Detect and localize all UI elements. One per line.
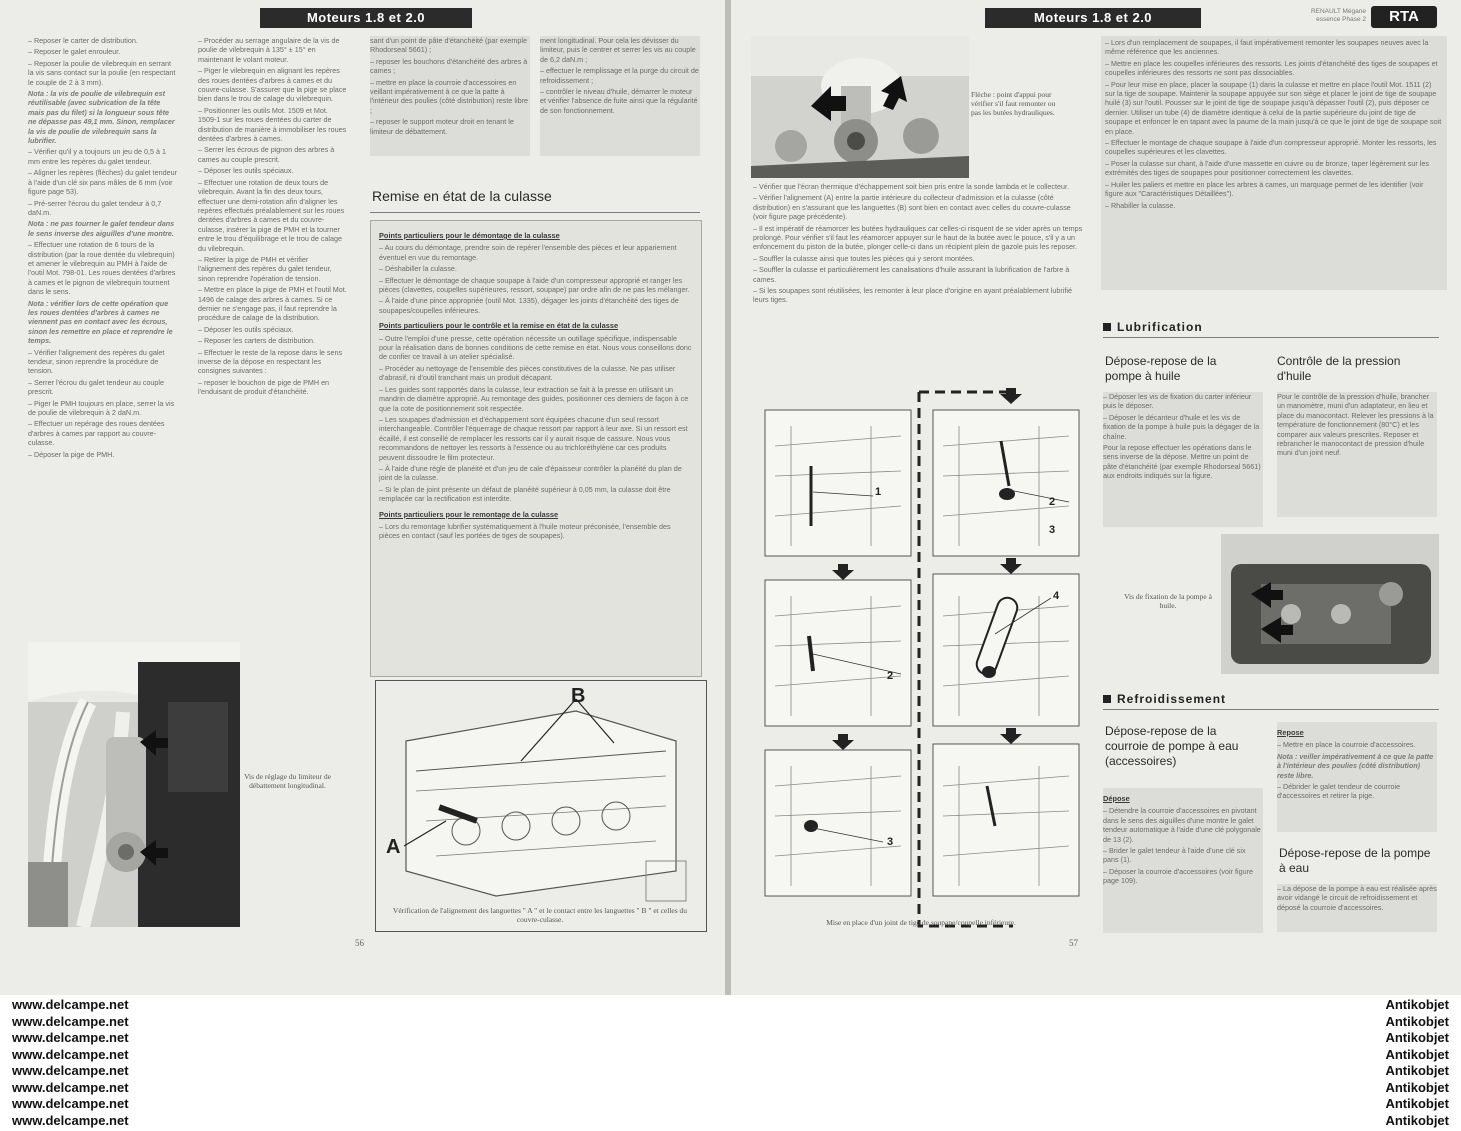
- valve-label: 3: [1049, 524, 1056, 536]
- right-page: [731, 0, 1461, 995]
- running-head: Moteurs 1.8 et 2.0: [985, 8, 1201, 28]
- box-subheading: Points particuliers pour le contrôle et la remise en état de la culasse: [379, 321, 619, 331]
- culasse-box: [370, 220, 702, 677]
- ref-text-2: Repose – Mettre en place la courroie d'accessoires. Nota : veiller impérativement à ce que la patte à l'intérieur des poulies (côté distribution) reste libre. – Débrider le galet tendeur de courroie d'accessoires et retirer la pige.: [1277, 722, 1437, 832]
- text-column-right-2: – Lors d'un remplacement de soupapes, il faut impérativement remonter les soupapes neuves avec la même référence que les anciennes. – Mettre en place les coupelles inférieures des ressorts. Les joints d'étanchéité des tiges de soupapes et coupelles inférieures des ressorts ne sont pas dissociables. – Pour leur mise en place, placer la soupape (1) dans la culasse et mettre en place l'outil Mot. 1511 (2) sur la tige de soupape. Maintenir la soupape appuyée sur son siège et placer le joint de tige de soupape huilé (3) sur l'outil. Pousser sur le joint de tige de soupape jusqu'à dépasser l'outil (2), puis déposer ce dernier. Utiliser un tube (4) de diamètre identique à celui de la partie supérieure du joint de tige de soupape et enfoncer le en tapant avec la paume de la main jusqu'à ce que le joint de tige de soupape soit en place. – Effectuer le montage de chaque soupape à l'aide d'un compresseur approprié. Monter les ressorts, les coupelles supérieures et les clavettes. – Poser la culasse sur chant, à l'aide d'une massette en cuivre ou de bronze, taper légèrement sur les extrémités des tiges de soupapes pour positionner correctement les clavettes. – Huiler les paliers et mettre en place les arbres à cames, un marquage permet de les identifier (voir figure aux "Caractéristiques Détaillées"). – Rhabiller la culasse.: [1101, 36, 1447, 290]
- lub-subtitle-1: Dépose-repose de la pompe à huile: [1105, 354, 1217, 383]
- page-number: 57: [1069, 938, 1078, 948]
- engine-bay-photo: [28, 642, 240, 927]
- page-number: 56: [355, 938, 364, 948]
- valve-label: 2: [887, 670, 894, 682]
- text-column-1: – Reposer le carter de distribution. – Reposer le galet enrouleur. – Reposer la poulie de vilebrequin en serrant la vis sans contact sur la poulie (en respectant le couple de 2 à 3 mm). Nota : la vis de poulie de vilebrequin est réutilisable (avec subrication de la tête mais pas du filet) si la longueur sous tête ne dépasse pas 49,1 mm. Sinon, remplacer la vis de poulie de vilebrequin sans la lubrifier. – Vérifier qu'il y a toujours un jeu de 0,5 à 1 mm entre les repères du galet tendeur. – Aligner les repères (flèches) du galet tendeur à l'aide d'un clé six pans mâles de 6 mm (voir figure page 53). – Pré-serrer l'écrou du galet tendeur à 0,7 daN.m. Nota : ne pas tourner le galet tendeur dans le sens inverse des aiguilles d'une montre. – Effectuer une rotation de 6 tours de la distribution (par la roue dentée du vilebrequin) et amener le vilebrequin au PMH à l'aide de l'outil Mot. 798-01. Les roues dentées d'arbres à cames et le pignon de vilebrequin tournent dans le sens. Nota : vérifier lors de cette opération que les roues dentées d'arbres à cames ne viennent pas en contact avec les écrous, sinon les remettre en place et reprendre le temps. – Vérifier l'alignement des repères du galet tendeur, sinon reprendre la procédure de tension. – Serrer l'écrou du galet tendeur au couple prescrit. – Piger le PMH toujours en place, serrer la vis de poulie de vilebrequin à 2 daN.m. – Effectuer un repérage des roues dentées d'arbres à cames par rapport au couvre-culasse. – Déposer la pige de PMH.: [28, 36, 178, 459]
- diagram-caption: Vérification de l'alignement des languettes " A " et le contact entre les languettes " B " et celles du couvre-culasse.: [392, 906, 688, 924]
- box-subheading: Points particuliers pour le remontage de la culasse: [379, 509, 559, 519]
- culasse-box-text: Points particuliers pour le démontage de la culasse – Au cours du démontage, prendre soin de repérer l'ensemble des pièces et leur appariement éventuel en vue du remontage. – Déshabiller la culasse. – Effectuer le démontage de chaque soupape à l'aide d'un compresseur approprié et ranger les pièces (clavettes, coupelles supérieures, ressort, soupape) par ordre afin de ne pas les mélanger. – À l'aide d'une pince appropriée (outil Mot. 1335), dégager les joints d'étanchéité des tiges de soupapes/coupelles inférieures. Points particuliers pour le contrôle et la remise en état de la culasse – Outre l'emploi d'une presse, cette opération nécessite un outillage spécifique, indispensable pour la réalisation dans de bonnes conditions de cette remise en état. Nous vous conseillons donc de confier ce travail à un atelier spécialisé. – Procéder au nettoyage de l'ensemble des pièces constitutives de la culasse. Ne pas utiliser d'abrasif, ni d'outil tranchant mais un produit décapant. – Les guides sont rapportés dans la culasse, leur extraction se fait à la presse en utilisant un mandrin de diamètre approprié. Au remontage des guides, positionner ces derniers de façon à ce que la cote de positionnement soit respectée. – Les soupapes d'admission et d'échappement sont équipées chacune d'un seul ressort interchangeable. Contrôler l'équerrage de chaque ressort par rapport à leur axe. Si un ressort est écaillé, il est conseillé de remplacer les ressorts car il y aurait risque de cassure. Nous vous recommandons de nettoyer les ressorts à l'essence ou au trichloréthylène car ces produits peuvent dissoudre le film protecteur. – À l'aide d'une règle de planéité et d'un jeu de cale d'épaisseur contrôler la planéité du plan de joint de la culasse. – Si le plan de joint présente un défaut de planéité supérieur à 0,05 mm, la culasse doit être remplacée car la rectification est interdite. Points particuliers pour le remontage de la culasse – Lors du remontage lubrifier systématiquement à l'huile moteur préconisée, l'ensemble des pièces en contact (sauf les portées de tiges de soupapes).: [379, 231, 692, 541]
- seller-name-list: Antikobjet Antikobjet Antikobjet Antikobjet Antikobjet Antikobjet Antikobjet Antikobjet: [1385, 997, 1449, 1128]
- depose-label: Dépose: [1103, 794, 1130, 803]
- brand-line: RENAULT Mégane essence Phase 2: [1310, 8, 1366, 23]
- section-title: Remise en état de la culasse: [372, 188, 552, 204]
- engine-bay-image: [28, 642, 240, 927]
- ref-text-1: Dépose – Détendre la courroie d'accessoires en pivotant dans le sens des aiguilles d'une montre le galet tendeur automatique à l'aide d'une clé polygonale de 13 (2). – Brider le galet tendeur à l'aide d'une clé six pans (1). – Déposer la courroie d'accessoires (voir figure page 109).: [1103, 788, 1263, 933]
- engine-line-drawing: [376, 681, 706, 931]
- valve-lifter-image: [751, 36, 969, 178]
- lub-subtitle-2: Contrôle de la pression d'huile: [1277, 354, 1401, 383]
- section-rule: [1103, 337, 1439, 338]
- section-rule: [1103, 709, 1439, 710]
- alignment-diagram: [375, 680, 707, 932]
- section-rule: [370, 212, 700, 213]
- text-column-2: – Procéder au serrage angulaire de la vis de poulie de vilebrequin à 135° ± 15° en maintenant le volant moteur. – Piger le vilebrequin en alignant les repères des roues dentées d'arbres à cames et du couvre-culasse. S'assurer que la pige se place bien dans le trou de calage du vilebrequin. – Positionner les outils Mot. 1509 et Mot. 1509-1 sur les roues dentées du carter de distribution de manière à immobiliser les roues dentées d'arbres à cames. – Serrer les écrous de pignon des arbres à cames au couple prescrit. – Déposer les outils spéciaux. – Effectuer une rotation de deux tours de vilebrequin. Avant la fin des deux tours, effectuer une demi-rotation afin d'aligner les repères effectués préalablement sur les roues dentées d'arbres à cames et du couvre-culasse, insérer la pige de PMH et la tourner entre le trou d'équilibrage et le trou de calage du vilebrequin. – Retirer la pige de PMH et vérifier l'alignement des repères du galet tendeur, sinon reprendre l'opération de tension. – Mettre en place la pige de PMH et l'outil Mot. 1496 de calage des arbres à cames. Si ce dernier ne s'engage pas, il faut reprendre la procédure de calage de la distribution. – Déposer les outils spéciaux. – Reposer les carters de distribution. – Effectuer le reste de la repose dans le sens inverse de la dépose en respectant les consignes suivantes : – reposer le bouchon de pige de PMH en l'enduisant de produit d'étanchéité.: [198, 36, 347, 397]
- valve-seal-steps-drawing: [751, 386, 1091, 934]
- lub-text-1: – Déposer les vis de fixation du carter inférieur puis le déposer. – Déposer le décanteur d'huile et les vis de fixation de la pompe à huile puis la dégager de la chaîne. Pour la repose effectuer les opérations dans le sens inverse de la dépose. Mettre un point de pâte d'étanchéité (par exemple Rhodorseal 5661) aux endroits indiqués sur la figure.: [1103, 392, 1263, 527]
- valve-label: 1: [875, 486, 882, 498]
- valve-label: 4: [1053, 590, 1060, 602]
- photo-caption: Vis de réglage du limiteur de débattement longitudinal.: [244, 772, 331, 790]
- ref-subtitle-1: Dépose-repose de la courroie de pompe à eau (accessoires): [1105, 724, 1239, 768]
- text-column-right-1: – Vérifier que l'écran thermique d'échappement soit bien pris entre la sonde lambda et le collecteur. – Vérifier l'alignement (A) entre la partie intérieure du collecteur d'admission et la culasse (côté distribution) en s'assurant que les languettes (B) sont bien en contact avec celles du couvre-culasse (voir figure page précédente). – Il est impératif de réamorcer les butées hydrauliques car celles-ci risquent de se vider après un temps prolongé. Pour vérifier s'il faut les réamorcer appuyer sur le haut de la butée avec le pouce, s'il y a un enfoncement du piston de la butée, plonger celle-ci dans un récipient plein de gazole puis les reposer. – Souffler la culasse ainsi que toutes les pièces qui y seront montées. – Souffler la culasse et particulièrement les canalisations d'huile assurant la lubrification de l'arbre à cames. – Si les soupapes sont réutilisées, les remonter à leur place d'origine en ayant préalablement lubrifié leurs tiges.: [753, 182, 1083, 305]
- valve-label: 2: [1049, 496, 1056, 508]
- text-column-4: ment longitudinal. Pour cela les dévisser du limiteur, puis le centrer et serrer les vis au couple de 6,2 daN.m ; – effectuer le remplissage et la purge du circuit de refroidissement ; – contrôler le niveau d'huile, démarrer le moteur et vérifier l'absence de fuite ainsi que la régularité de son fonctionnement.: [540, 36, 700, 156]
- callout-a: A: [386, 836, 401, 858]
- pump-caption: Vis de fixation de la pompe à huile.: [1124, 592, 1212, 610]
- note: Nota : ne pas tourner le galet tendeur dans le sens inverse des aiguilles d'une montre.: [28, 219, 175, 238]
- ref-text-3: – La dépose de la pompe à eau est réalisée après avoir vidangé le circuit de refroidissement et déposé la courroie d'accessoires.: [1277, 884, 1437, 932]
- box-subheading: Points particuliers pour le démontage de la culasse: [379, 231, 560, 240]
- lubrification-heading: Lubrification: [1103, 320, 1203, 334]
- ref-subtitle-2: Dépose-repose de la pompe à eau: [1279, 846, 1431, 875]
- running-head: Moteurs 1.8 et 2.0: [260, 8, 472, 28]
- seller-site-list: www.delcampe.net www.delcampe.net www.delcampe.net www.delcampe.net www.delcampe.net www.delcampe.net www.delcampe.net www.delcampe.net: [12, 997, 129, 1128]
- text-column-3: sant d'un point de pâte d'étanchéité (par exemple Rhodorseal 5661) ; – reposer les bouchons d'étanchéité des arbres à cames ; – mettre en place la courroie d'accessoires en veillant impérativement à ce que la patte à l'intérieur des poulies (côté distribution) reste libre ; – reposer le support moteur droit en tenant le limiteur de débattement.: [370, 36, 530, 156]
- rta-logo: RTA: [1371, 6, 1437, 28]
- refroidissement-heading: Refroidissement: [1103, 692, 1226, 706]
- lifter-caption: Flèche : point d'appui pour vérifier s'il faut remonter ou pas les butées hydrauliques.: [971, 90, 1056, 117]
- callout-b: B: [571, 685, 586, 707]
- note: Nota : la vis de poulie de vilebrequin est réutilisable (avec subrication de la tête mais pas du filet) si la longueur sous tête ne dépasse pas 49,1 mm. Sinon, remplacer la vis de poulie de vilebrequin sans la lubrifier.: [28, 89, 175, 146]
- lub-text-2: Pour le contrôle de la pression d'huile, brancher un manomètre, muni d'un adaptateur, en lieu et place du manocontact. Relever les pressions à la température de fonctionnement (80°C) et les comparer aux valeurs prescrites. Reposer et rebrancher le manocontact de pression d'huile muni d'un joint neuf.: [1277, 392, 1437, 517]
- valve-lifter-photo: [751, 36, 969, 178]
- section-square-icon: [1103, 695, 1111, 703]
- section-square-icon: [1103, 323, 1111, 331]
- watermark-footer: [0, 995, 1461, 1131]
- valve-label: 3: [887, 836, 894, 848]
- note: Nota : veiller impérativement à ce que la patte à l'intérieur des poulies (côté distribution) reste libre.: [1277, 751, 1434, 780]
- valve-caption: Mise en place d'un joint de tige de soupape/coupelle inférieure.: [826, 918, 1016, 927]
- note: Nota : vérifier lors de cette opération que les roues dentées d'arbres à cames ne viennent pas en contact avec les écrous, sinon les remettre en place et reprendre le temps.: [28, 298, 173, 346]
- oil-pump-image: [1221, 534, 1439, 674]
- left-page: [0, 0, 725, 995]
- repose-label: Repose: [1277, 728, 1304, 737]
- oil-pump-photo: [1221, 534, 1439, 674]
- valve-seal-diagram: [751, 386, 1091, 934]
